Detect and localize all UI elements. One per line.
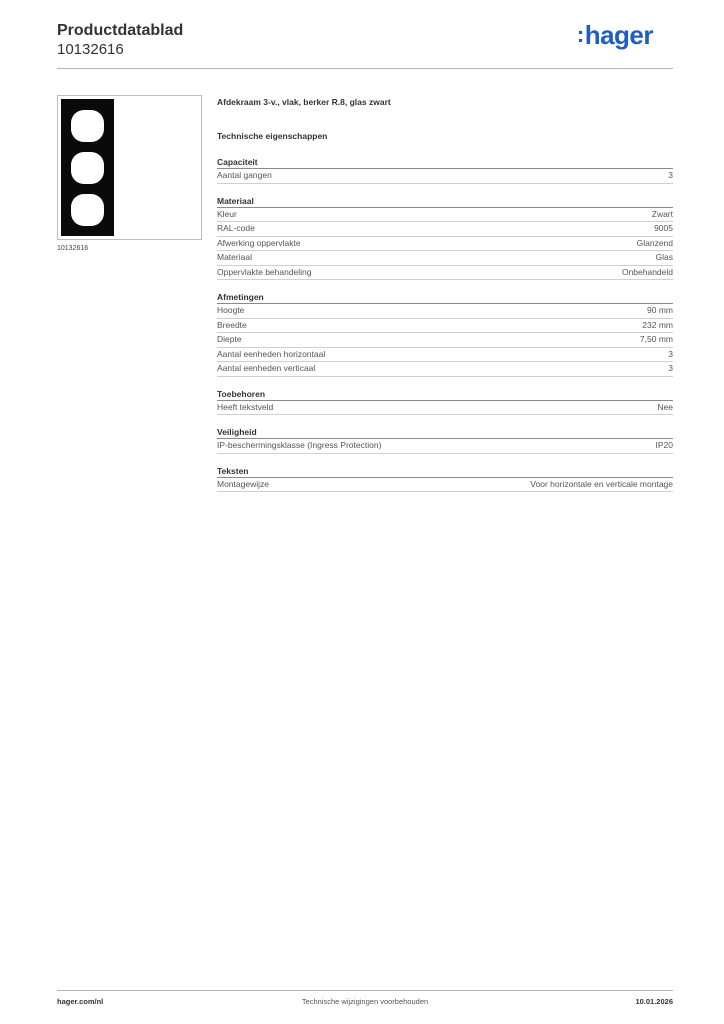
property-row	[217, 208, 673, 223]
product-image	[57, 95, 202, 240]
property-section	[217, 388, 673, 416]
property-value: 3	[668, 363, 673, 373]
section-title: Afmetingen	[217, 291, 673, 304]
property-section	[217, 291, 673, 377]
frame-opening-3	[71, 194, 104, 226]
frame-opening-2	[71, 152, 104, 184]
document-number: 10132616	[57, 41, 124, 58]
property-section	[217, 426, 673, 454]
footer-date: 10.01.2026	[635, 997, 673, 1006]
logo-dots-icon: :	[576, 22, 584, 47]
property-label: Materiaal	[217, 252, 252, 262]
property-label: Kleur	[217, 208, 237, 219]
footer-notice: Technische wijzigingen voorbehouden	[301, 997, 429, 1006]
property-label: Oppervlakte behandeling	[217, 266, 312, 277]
footer-website-link[interactable]: hager.com/nl	[57, 997, 104, 1006]
product-description: Afdekraam 3-v., vlak, berker R.8, glas zwart	[217, 97, 391, 107]
document-title: Productdatablad	[57, 22, 184, 39]
hager-logo	[577, 22, 653, 48]
property-value: 7,50 mm	[639, 334, 673, 344]
property-row	[217, 237, 673, 252]
property-label: Diepte	[217, 334, 242, 344]
property-value: 3	[668, 170, 673, 180]
product-frame-image	[58, 96, 201, 239]
property-value: Glas	[655, 252, 673, 262]
property-row	[217, 348, 673, 363]
property-label: RAL-code	[217, 223, 255, 233]
frame-opening-1	[71, 110, 104, 142]
section-title: Teksten	[217, 465, 673, 478]
property-label: Heeft tekstveld	[217, 401, 274, 412]
property-label: IP-beschermingsklasse (Ingress Protection)	[217, 440, 382, 450]
logo-text: hager	[584, 20, 653, 50]
section-title: Capaciteit	[217, 156, 673, 169]
property-value: Glanzend	[636, 237, 673, 248]
footer-divider	[57, 990, 673, 991]
property-label: Montagewijze	[217, 478, 269, 489]
property-row	[217, 333, 673, 348]
section-title: Materiaal	[217, 195, 673, 208]
property-value: Nee	[657, 401, 673, 412]
property-section	[217, 465, 673, 493]
property-value: 3	[668, 348, 673, 359]
property-value: 90 mm	[647, 305, 673, 315]
property-value: IP20	[655, 440, 673, 450]
property-row	[217, 251, 673, 266]
section-title: Toebehoren	[217, 388, 673, 401]
property-section	[217, 156, 673, 184]
property-label: Breedte	[217, 319, 247, 330]
property-row	[217, 266, 673, 281]
property-value: Zwart	[651, 208, 673, 219]
property-row	[217, 439, 673, 454]
property-label: Hoogte	[217, 305, 245, 315]
property-row	[217, 401, 673, 416]
product-content	[217, 96, 673, 503]
property-row	[217, 478, 673, 493]
property-value: 232 mm	[642, 319, 673, 330]
property-row	[217, 304, 673, 319]
property-value: 9005	[654, 223, 673, 233]
property-label: Aantal eenheden horizontaal	[217, 348, 326, 359]
property-section	[217, 195, 673, 281]
header-divider	[57, 68, 673, 69]
property-row	[217, 362, 673, 377]
property-row	[217, 222, 673, 237]
image-caption: 10132616	[57, 245, 89, 252]
section-title: Veiligheid	[217, 426, 673, 439]
tech-properties-heading: Technische eigenschappen	[217, 131, 328, 141]
property-value: Voor horizontale en verticale montage	[530, 478, 673, 489]
property-row	[217, 169, 673, 184]
property-value: Onbehandeld	[621, 266, 673, 277]
property-label: Aantal eenheden verticaal	[217, 363, 316, 373]
property-sections	[217, 156, 673, 492]
property-label: Aantal gangen	[217, 170, 272, 180]
property-label: Afwerking oppervlakte	[217, 237, 301, 248]
property-row	[217, 319, 673, 334]
page-header	[57, 22, 673, 68]
